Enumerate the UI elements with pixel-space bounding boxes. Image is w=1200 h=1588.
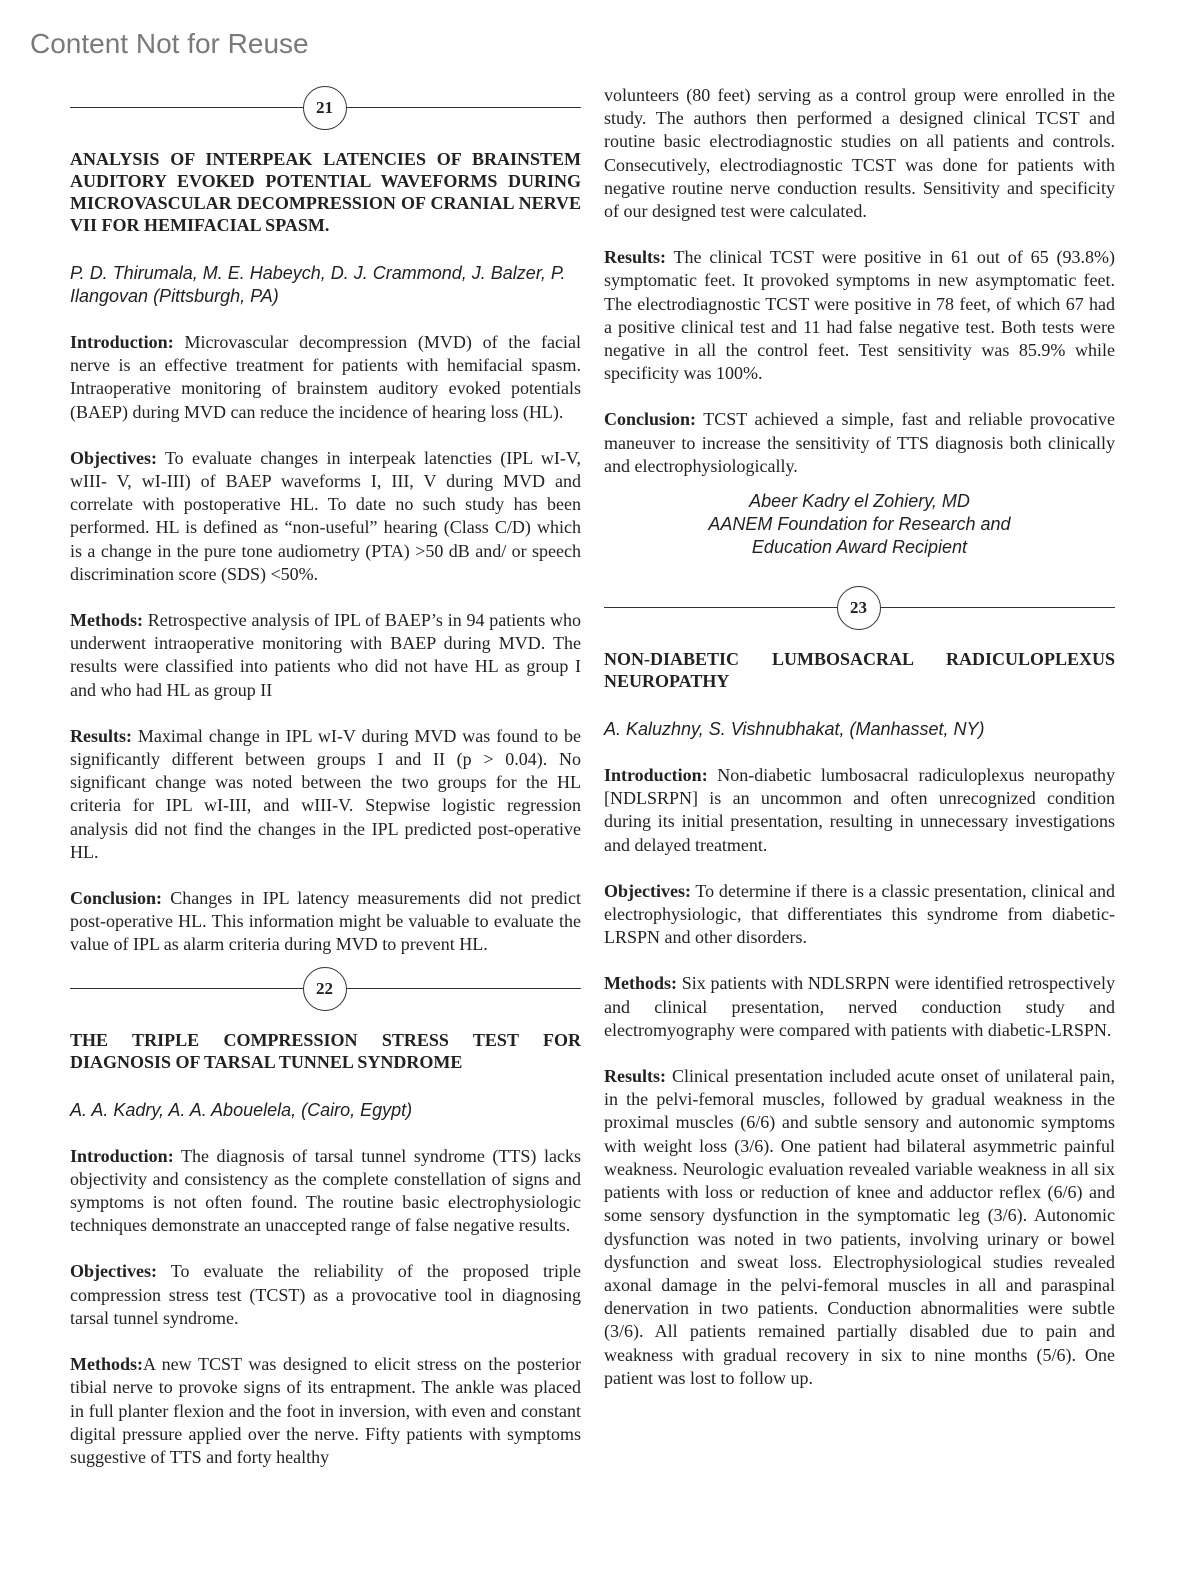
- award-recipient-name: Abeer Kadry el Zohiery, MD: [749, 491, 970, 512]
- abstract-authors: A. A. Kadry, A. A. Abouelela, (Cairo, Egypt): [70, 1099, 413, 1120]
- section-heading: Introduction:: [70, 1145, 174, 1166]
- abstract-number-badge: 22: [303, 967, 347, 1011]
- abstract-paragraph: [604, 880, 1115, 950]
- section-text: Clinical presentation included acute onset of unilateral pain, in the pelvi-femoral muscles, followed by gradual weakness in the proximal muscles (6/6) and subtle sensory and autonomic symptoms with weight loss (3/6). One patient had bilateral asymmetric painful weakness. Neurologic evaluation revealed variable weakness in all six patients with loss or reduction of knee and adductor reflex (6/6) and some sensory dysfunction in the symptomatic leg (3/6). Autonomic dysfunction was noted in two patients, involving urinary or bowel dysfunction and sweat loss. Electrophysiological studies revealed axonal damage in the pelvi-femoral muscles in all and paraspinal denervation in two patients. Conduction abnormalities were subtle (3/6). All patients remained partially disabled due to pain and weakness with gradual recovery in six to nine months (5/6). One patient was lost to follow up.: [604, 1066, 1116, 1388]
- section-text: volunteers (80 feet) serving as a control group were enrolled in the study. The authors then performed a designed clinical TCST and routine basic electrodiagnostic studies on all patients and controls. Consecutively, electrodiagnostic TCST was done for patients with negative routine nerve conduction results. Sensitivity and specificity of our designed test were calculated.: [604, 85, 1115, 222]
- right-column: [604, 84, 1115, 1413]
- award-note: [604, 490, 1115, 559]
- abstract-divider: [70, 84, 581, 130]
- section-text: To evaluate the reliability of the proposed triple compression stress test (TCST) as a provocative tool in diagnosing tarsal tunnel syndrome.: [70, 1261, 581, 1328]
- award-line: Education Award Recipient: [751, 537, 968, 558]
- section-heading: Conclusion:: [70, 888, 163, 909]
- section-heading: Introduction:: [70, 332, 174, 352]
- section-text: Maximal change in IPL wI-V during MVD was found to be significantly different between groups I and II (p > 0.04). No significant change was noted between the two groups for the HL criteria for IPL wI-III, and wIII-V. Stepwise logistic regression analysis did not find the changes in the IPL predicted post-operative HL.: [70, 725, 581, 862]
- abstract-authors: A. Kaluzhny, S. Vishnubhakat, (Manhasset, NY): [604, 719, 985, 740]
- section-heading: Results:: [604, 1066, 666, 1087]
- abstract-paragraph: [70, 725, 581, 864]
- abstract-title: THE TRIPLE COMPRESSION STRESS TEST FOR DIAGNOSIS OF TARSAL TUNNEL SYNDROME: [70, 1029, 581, 1072]
- section-text: The clinical TCST were positive in 61 out of 65 (93.8%) symptomatic feet. It provoked symptoms in new asymptomatic feet. The electrodiagnostic TCST were positive in 78 feet, of which 67 had a positive clinical test and 11 had false negative test. Both tests were negative in all the control feet. Test sensitivity was 85.9% while specificity was 100%.: [604, 247, 1115, 384]
- section-text: To evaluate changes in interpeak latencties (IPL wI-V, wIII- V, wI-III) of BAEP waveforms I, III, V during MVD and correlate with postoperative HL. To date no such study has been performed. HL is defined as “non-useful” hearing (Class C/D) which is a change in the pure tone audiometry (PTA) >50 dB and/ or speech discrimination score (SDS) <50%.: [70, 447, 581, 584]
- section-heading: Results:: [70, 725, 132, 746]
- abstract-paragraph: [70, 1353, 581, 1469]
- abstract-paragraph: [70, 609, 581, 702]
- section-heading: Objectives:: [70, 1261, 157, 1282]
- section-text: Non-diabetic lumbosacral radiculoplexus neuropathy [NDLSRPN] is an uncommon and often unrecognized condition during its initial presentation, resulting in unnecessary investigations and delayed treatment.: [604, 765, 1115, 855]
- abstract-paragraph: [604, 408, 1115, 478]
- abstract-divider: [604, 584, 1115, 630]
- section-text: Changes in IPL latency measurements did not predict post-operative HL. This information might be valuable to evaluate the value of IPL as alarm criteria during MVD to prevent HL.: [70, 888, 581, 955]
- abstract-paragraph-continued: [604, 84, 1115, 223]
- section-heading: Results:: [604, 247, 666, 268]
- section-heading: Methods:: [70, 610, 143, 631]
- abstract-number-badge: 23: [837, 586, 881, 630]
- abstract-paragraph: [604, 1065, 1115, 1390]
- abstract-authors: P. D. Thirumala, M. E. Habeych, D. J. Crammond, J. Balzer, P. Ilangovan (Pittsburgh, PA): [70, 263, 566, 306]
- abstract-paragraph: [70, 1145, 581, 1238]
- section-heading: Objectives:: [70, 447, 157, 468]
- abstract-title: NON-DIABETIC LUMBOSACRAL RADICULOPLEXUS NEUROPATHY: [604, 649, 1115, 692]
- abstract-paragraph: [70, 887, 581, 957]
- section-text: Retrospective analysis of IPL of BAEP’s in 94 patients who underwent intraoperative monitoring with BAEP during MVD. The results were classified into patients who did not have HL as group I and who had HL as group II: [70, 610, 582, 700]
- section-text: Six patients with NDLSRPN were identified retrospectively and clinical presentation, nerved conduction study and electromyography were compared with patients with diabetic-LRSPN.: [604, 973, 1116, 1040]
- watermark: Content Not for Reuse: [30, 28, 309, 59]
- section-heading: Methods:: [70, 1354, 143, 1375]
- abstract-paragraph: [604, 246, 1115, 385]
- award-line: AANEM Foundation for Research and: [708, 514, 1011, 535]
- abstract-title: ANALYSIS OF INTERPEAK LATENCIES OF BRAINSTEM AUDITORY EVOKED POTENTIAL WAVEFORMS DURING MICROVASCULAR DECOMPRESSION OF CRANIAL NERVE VII FOR HEMIFACIAL SPASM.: [70, 149, 581, 235]
- section-text: TCST achieved a simple, fast and reliable provocative maneuver to increase the sensitivity of TTS diagnosis both clinically and electrophysiologically.: [604, 409, 1115, 476]
- abstract-paragraph: [70, 1260, 581, 1330]
- abstract-paragraph: [604, 972, 1115, 1042]
- section-heading: Introduction:: [604, 765, 708, 786]
- section-text: A new TCST was designed to elicit stress on the posterior tibial nerve to provoke signs of its entrapment. The ankle was placed in full planter flexion and the foot in inversion, with even and constant digital pressure applied over the nerve. Fifty patients with symptoms suggestive of TTS and forty healthy: [70, 1354, 581, 1467]
- section-heading: Methods:: [604, 973, 677, 994]
- abstract-number-badge: 21: [303, 86, 347, 130]
- abstract-divider: [70, 965, 581, 1011]
- left-column: [70, 84, 581, 1469]
- section-text: Microvascular decompression (MVD) of the facial nerve is an effective treatment for patients with hemifacial spasm. Intraoperative monitoring of brainstem auditory evoked potentials (BAEP) during MVD can reduce the incidence of hearing loss (HL).: [70, 332, 582, 422]
- section-heading: Conclusion:: [604, 409, 697, 430]
- abstract-paragraph: [70, 331, 581, 424]
- abstract-paragraph: [70, 447, 581, 586]
- abstract-paragraph: [604, 764, 1115, 857]
- section-text: The diagnosis of tarsal tunnel syndrome (TTS) lacks objectivity and consistency as the complete constellation of signs and symptoms is not often found. The routine basic electrophysiologic techniques demonstrate an unaccepted range of false negative results.: [70, 1145, 581, 1236]
- section-heading: Objectives:: [604, 880, 691, 901]
- section-text: To determine if there is a classic presentation, clinical and electrophysiologic, that differentiates this syndrome from diabetic-LRSPN and other disorders.: [604, 880, 1115, 948]
